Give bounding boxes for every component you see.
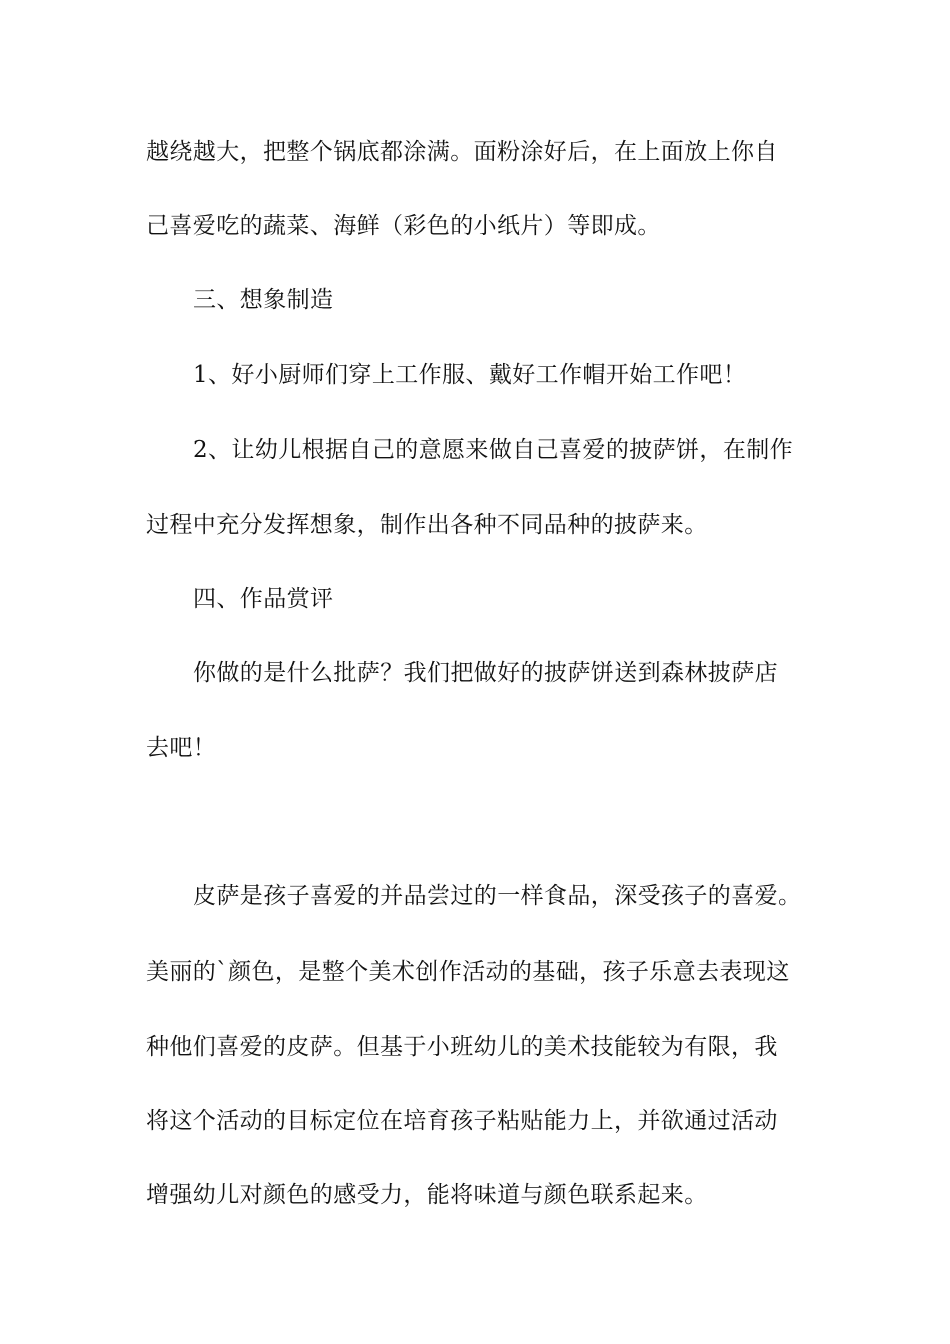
paragraph-line: 皮萨是孩子喜爱的并品尝过的一样食品，深受孩子的喜爱。 [193,883,802,909]
paragraph-line: 美丽的`颜色，是整个美术创作活动的基础，孩子乐意去表现这 [146,959,790,985]
section-heading: 三、想象制造 [193,287,334,313]
paragraph-line: 己喜爱吃的蔬菜、海鲜（彩色的小纸片）等即成。 [146,213,661,239]
paragraph-line: 过程中充分发挥想象，制作出各种不同品种的披萨来。 [146,512,708,538]
paragraph-line: 你做的是什么批萨？我们把做好的披萨饼送到森林披萨店 [193,660,778,686]
paragraph-line: 种他们喜爱的皮萨。但基于小班幼儿的美术技能较为有限，我 [146,1034,778,1060]
list-item: 2、让幼儿根据自己的意愿来做自己喜爱的披萨饼，在制作 [193,437,794,463]
section-heading: 四、作品赏评 [193,586,334,612]
paragraph-line: 增强幼儿对颜色的感受力，能将味道与颜色联系起来。 [146,1182,708,1208]
list-item: 1、好小厨师们穿上工作服、戴好工作帽开始工作吧！ [193,362,747,388]
paragraph-line: 越绕越大，把整个锅底都涂满。面粉涂好后，在上面放上你自 [146,139,778,165]
paragraph-line: 将这个活动的目标定位在培育孩子粘贴能力上，并欲通过活动 [146,1108,778,1134]
paragraph-line: 去吧！ [146,735,217,761]
